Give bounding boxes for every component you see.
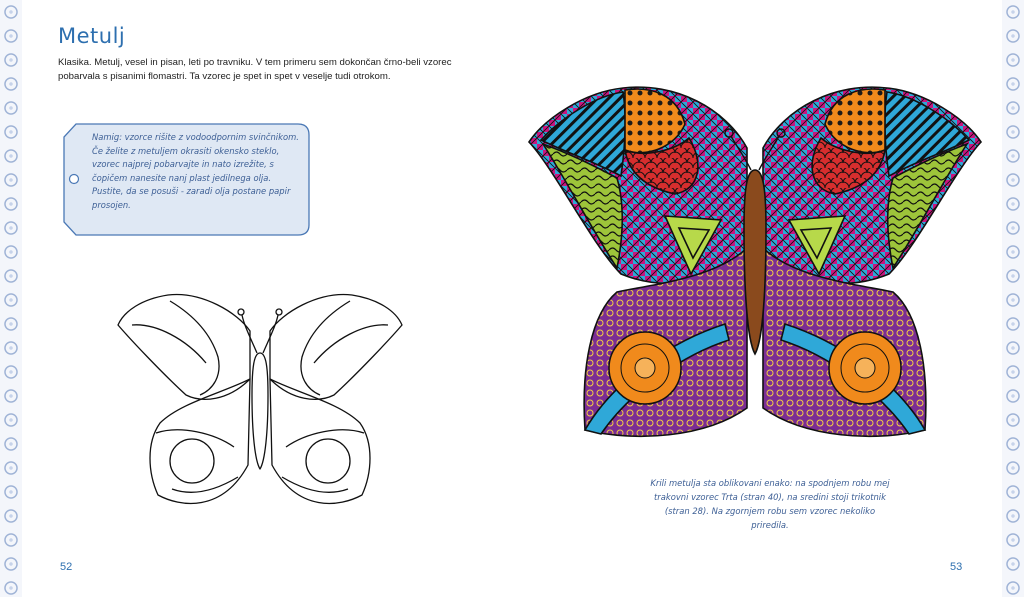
orange-flower-right [829, 332, 901, 404]
decorative-border-right [1002, 0, 1024, 597]
page-title: Metulj [58, 24, 126, 48]
intro-paragraph: Klasika. Metulj, vesel in pisan, leti po travniku. V tem primeru sem dokončan črno-beli vzorec pobarvala s pisanimi flomastri. Ta vzorec je spet in spet v veselje tudi otrokom. [58, 57, 452, 82]
tag-hole-icon [70, 175, 79, 184]
decorative-border-left [0, 0, 22, 597]
illustration-caption: Krili metulja sta oblikovani enako: na spodnjem robu mej trakovni vzorec Trta (stran 40), na sredini stoji trikotnik (stran 28). Na zgornjem robu sem vzorec nekoliko priredila. [650, 478, 890, 530]
colored-butterfly-illustration [525, 78, 985, 448]
tip-text: Namig: vzorce rišite z vodoodpornim svinčnikom. Če želite z metuljem okrasiti okensko steklo, vzorec najprej pobarvajte in nato izrežite, s čopičem nanesite nanj plast jedilnega olja. Pustite, da se posuši - zaradi olja postane papir prosojen. [92, 132, 299, 210]
orange-flower-left [609, 332, 681, 404]
page-number-left: 52 [60, 561, 73, 573]
butterfly-outline-drawing [110, 283, 410, 518]
page-number-right: 53 [950, 561, 963, 573]
